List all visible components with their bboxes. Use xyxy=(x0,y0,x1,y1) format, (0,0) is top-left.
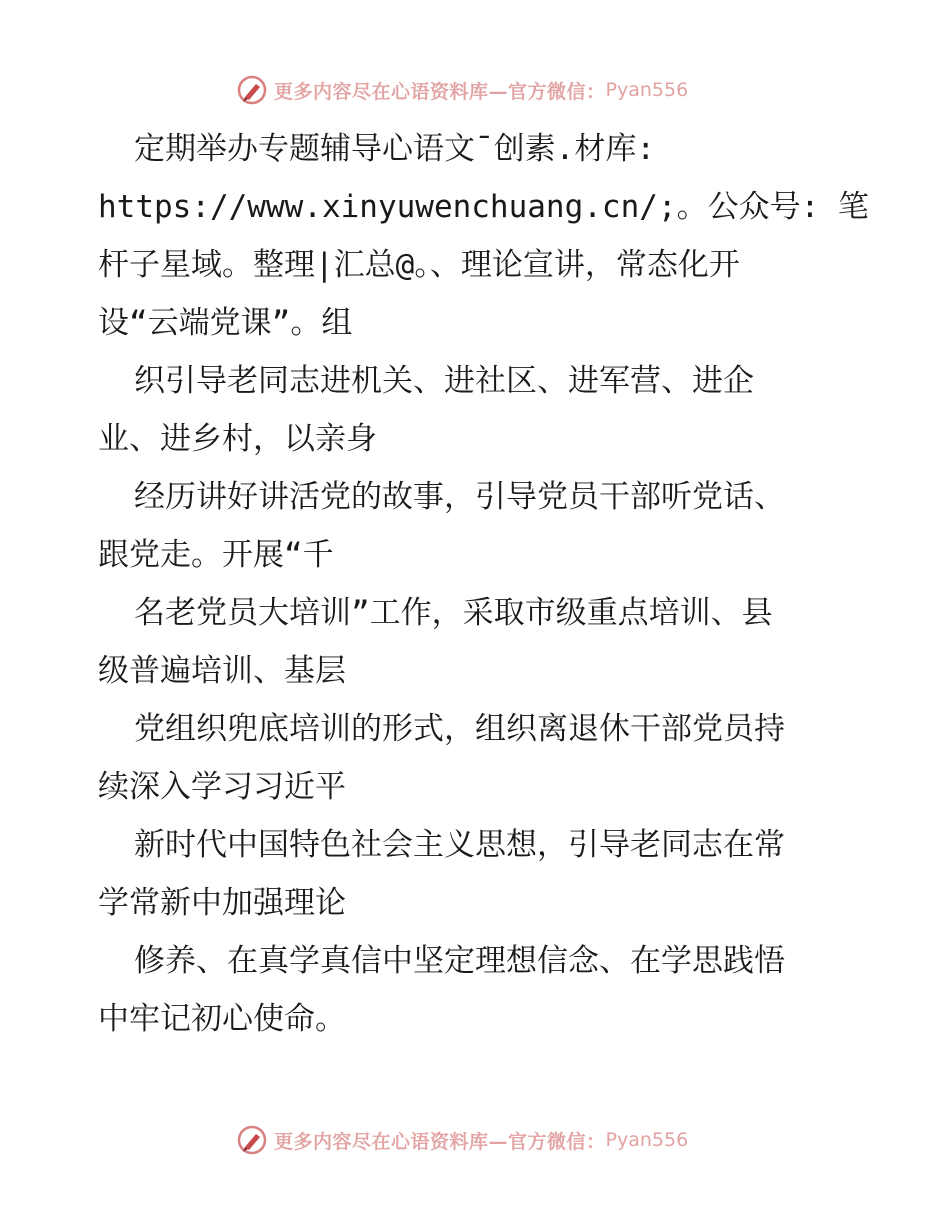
pen-logo-icon xyxy=(236,74,268,106)
footer-watermark xyxy=(236,1123,688,1157)
header-watermark xyxy=(236,73,688,107)
text-line: 名老党员大培训”工作，采取市级重点培训、县 xyxy=(134,595,773,631)
text-line: 业、进乡村，以亲身 xyxy=(98,421,377,457)
text-line: 修养、在真学真信中坚定理想信念、在学思践悟 xyxy=(134,943,785,979)
watermark-wechat-id: Pyan556 xyxy=(605,1129,689,1151)
text-line: 新时代中国特色社会主义思想，引导老同志在常 xyxy=(134,827,785,863)
text-line: 设“云端党课”。组 xyxy=(98,305,353,341)
document-body xyxy=(98,120,888,1048)
text-line: https://www.xinyuwenchuang.cn/;。公众号: 笔 xyxy=(98,189,869,225)
text-line: 跟党走。开展“千 xyxy=(98,537,334,573)
pen-logo-icon xyxy=(236,1124,268,1156)
text-line: 杆子星域。整理|汇总@。、理论宣讲，常态化开 xyxy=(98,247,740,283)
text-line: 织引导老同志进机关、进社区、进军营、进企 xyxy=(134,363,754,399)
text-line: 中牢记初心使命。 xyxy=(98,1001,346,1037)
watermark-wechat-id: Pyan556 xyxy=(605,79,689,101)
text-line: 经历讲好讲活党的故事，引导党员干部听党话、 xyxy=(134,479,785,515)
text-line: 续深入学习习近平 xyxy=(98,769,346,805)
text-line: 党组织兜底培训的形式，组织离退休干部党员持 xyxy=(134,711,785,747)
text-line: 定期举办专题辅导心语文¯创素.材库: xyxy=(134,131,655,167)
watermark-text: 更多内容尽在心语资料库—官方微信： xyxy=(274,80,606,103)
text-line: 级普遍培训、基层 xyxy=(98,653,346,689)
watermark-text: 更多内容尽在心语资料库—官方微信： xyxy=(274,1130,606,1153)
text-line: 学常新中加强理论 xyxy=(98,885,346,921)
